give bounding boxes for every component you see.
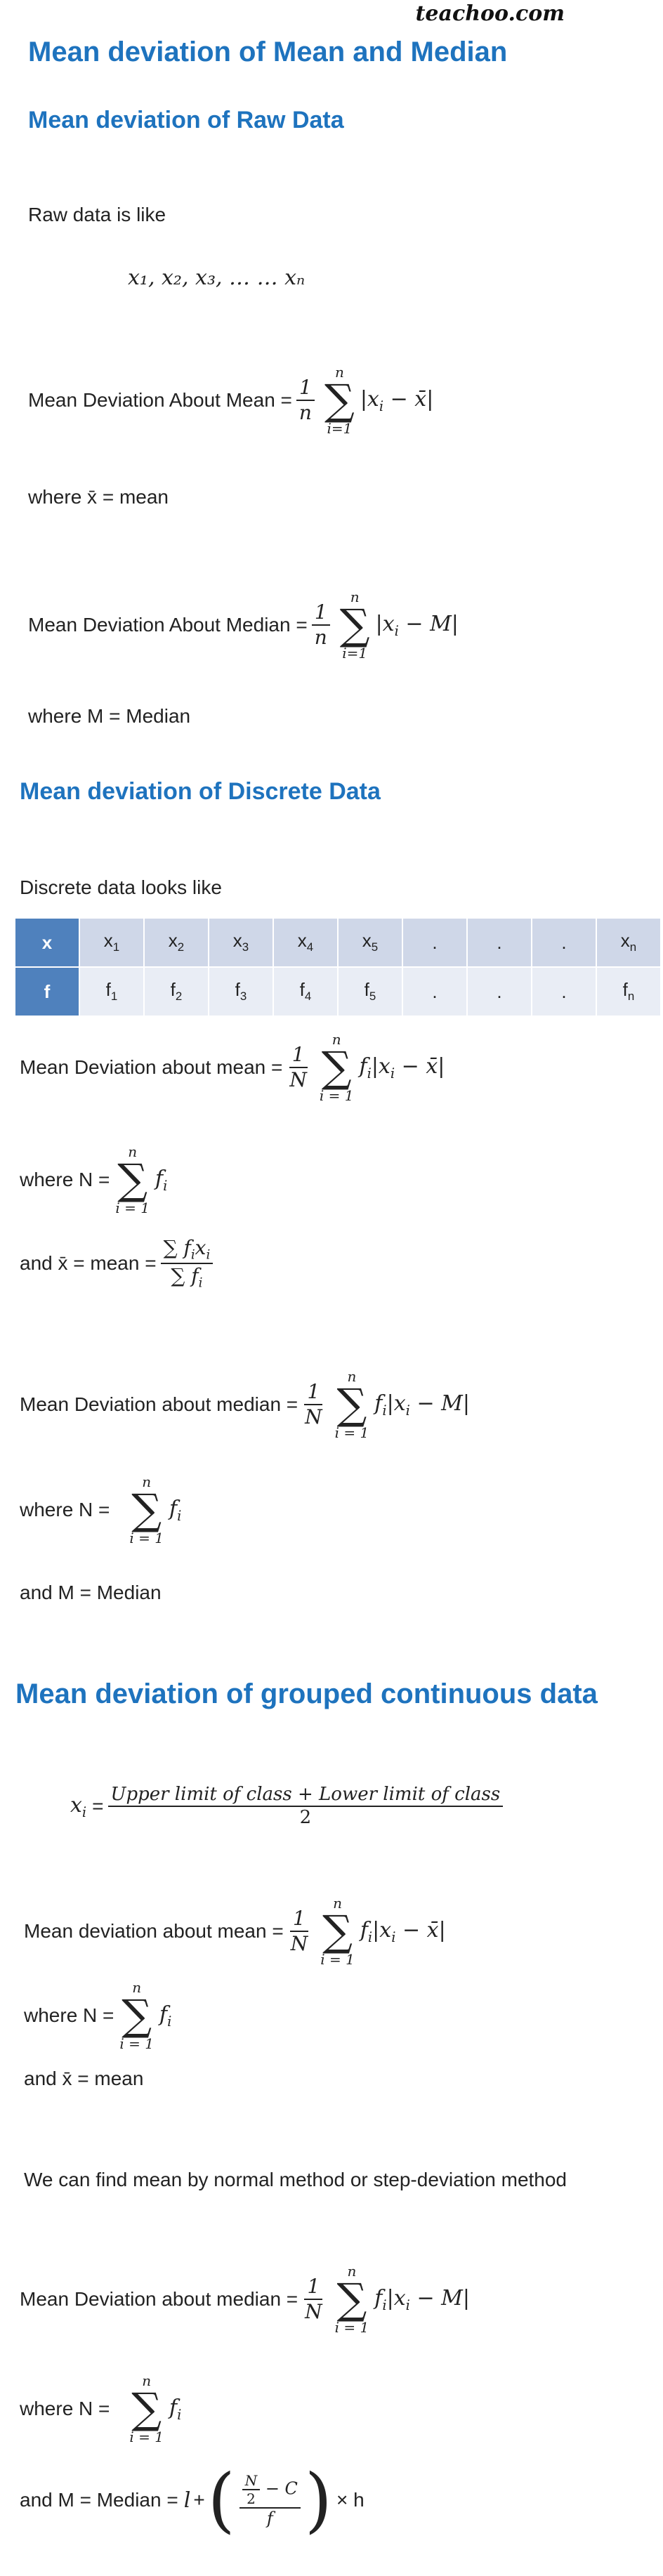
grouped-median-suffix: × h (336, 2489, 365, 2511)
table-cell: $x_5$ (338, 918, 402, 967)
raw-median-label: Mean Deviation About Median = (28, 614, 308, 636)
grouped-note: We can find mean by normal method or step-deviation method (24, 2169, 567, 2190)
raw-intro: Raw data is like (28, 204, 166, 225)
raw-median-where: where M = Median (28, 705, 191, 727)
grouped-mean-formula: Mean deviation about mean = $\frac{1}{N}$ n ∑ i = 1 $f_i|x_i$ − x̄| (24, 1895, 446, 1968)
table-cell: . (467, 918, 532, 967)
grouped-heading: Mean deviation of grouped continuous data (15, 1678, 598, 1709)
table-cell: $f_1$ (79, 967, 144, 1016)
discrete-intro: Discrete data looks like (20, 876, 222, 898)
raw-heading: Mean deviation of Raw Data (28, 107, 344, 133)
table-cell: . (402, 967, 467, 1016)
xi-numerator: Upper limit of class + Lower limit of class (108, 1784, 504, 1807)
table-cell: $f_5$ (338, 967, 402, 1016)
table-header-x: x (15, 918, 79, 967)
grouped-and-mean: and x̄ = mean (24, 2068, 144, 2089)
table-cell: . (532, 918, 596, 967)
discrete-mean-label: Mean Deviation about mean = (20, 1056, 283, 1078)
discrete-table (14, 917, 662, 1017)
grouped-xi-formula: $x_i$ = $\frac{\text{Upper limit of class + Lower limit of class}}{2}$ (70, 1784, 507, 1829)
discrete-mean-formula: Mean Deviation about mean = $\frac{1}{N}$ n ∑ i = 1 $f_i|x_i$ − x̄| (20, 1031, 445, 1104)
table-cell: $f_n$ (596, 967, 661, 1016)
table-cell: . (532, 967, 596, 1016)
table-cell: $f_2$ (144, 967, 209, 1016)
raw-sequence: x₁, x₂, x₃, … … xₙ (128, 265, 306, 290)
grouped-median-label: Mean Deviation about median = (20, 2288, 298, 2310)
xi-denominator: 2 (299, 1807, 312, 1829)
discrete-where-n: where N = n ∑ i = 1 $f_i$ (20, 1143, 168, 1216)
discrete-heading: Mean deviation of Discrete Data (20, 778, 381, 805)
table-cell: . (402, 918, 467, 967)
grouped-where-n2-label: where N = (20, 2398, 110, 2419)
raw-mean-label: Mean Deviation About Mean = (28, 389, 292, 411)
table-cell: $x_2$ (144, 918, 209, 967)
discrete-where-n2-label: where N = (20, 1499, 110, 1520)
table-cell: $x_n$ (596, 918, 661, 967)
discrete-and-mean: and x̄ = mean = $\frac{\sum f_ix_i}{\sum f_i}$ (20, 1236, 217, 1292)
table-cell: $f_4$ (273, 967, 338, 1016)
table-cell: $x_3$ (209, 918, 273, 967)
table-cell: $f_3$ (209, 967, 273, 1016)
discrete-and-median: and M = Median (20, 1582, 162, 1603)
grouped-where-n2: where N = n ∑ i = 1 $f_i$ (20, 2372, 182, 2445)
grouped-mean-label: Mean deviation about mean = (24, 1920, 284, 1942)
grouped-where-n-label: where N = (24, 2004, 114, 2026)
brand-logo: teachoo.com (415, 1, 565, 26)
raw-mean-formula: Mean Deviation About Mean = $\frac{1}{n}$ n ∑ i=1 $|x_i$ − x̄| (28, 364, 434, 437)
table-cell: $x_4$ (273, 918, 338, 967)
grouped-where-n: where N = n ∑ i = 1 $f_i$ (24, 1979, 172, 2052)
discrete-and-mean-label: and x̄ = mean = (20, 1252, 157, 1275)
discrete-median-formula: Mean Deviation about median = $\frac{1}{N}$ n ∑ i = 1 $f_i|x_i - M|$ (20, 1368, 470, 1441)
discrete-median-label: Mean Deviation about median = (20, 1393, 298, 1415)
discrete-where-n-label: where N = (20, 1169, 110, 1190)
grouped-and-median-label: and M = Median = (20, 2489, 178, 2511)
table-cell: $x_1$ (79, 918, 144, 967)
table-header-f: f (15, 967, 79, 1016)
grouped-median-value: and M = Median = l + ( $\frac{N}{2}$ − C f ) × h (20, 2459, 365, 2541)
table-cell: . (467, 967, 532, 1016)
raw-median-formula: Mean Deviation About Median = $\frac{1}{n}$ n ∑ i=1 $|x_i - M|$ (28, 589, 459, 662)
discrete-where-n2: where N = n ∑ i = 1 $f_i$ (20, 1473, 182, 1546)
grouped-median-formula: Mean Deviation about median = $\frac{1}{N}$ n ∑ i = 1 $f_i|x_i - M|$ (20, 2263, 470, 2336)
raw-mean-where: where x̄ = mean (28, 486, 169, 508)
page-title: Mean deviation of Mean and Median (28, 37, 508, 67)
